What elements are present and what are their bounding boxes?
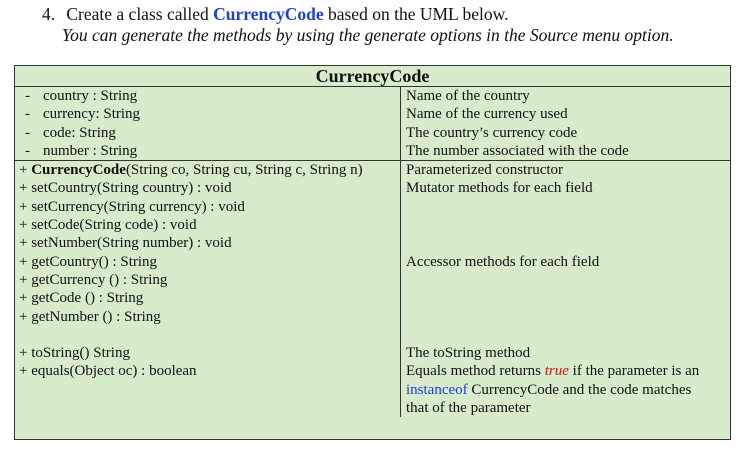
attribute-desc: The number associated with the code	[406, 142, 629, 159]
attribute-row	[19, 105, 400, 123]
attribute-text: country : String	[43, 88, 138, 104]
attribute-row	[19, 87, 400, 105]
equals-desc-text: Equals method returns	[406, 363, 545, 380]
equals-desc-line1	[406, 362, 730, 380]
spacer	[406, 198, 730, 216]
uml-class-title: CurrencyCode	[15, 66, 730, 87]
accessor-method: + getCountry() : String	[19, 253, 158, 270]
instruction-number: 4.	[42, 4, 56, 24]
tostring-desc: The toString method	[406, 345, 531, 362]
equals-desc-text: if the parameter is an	[568, 363, 700, 380]
constructor-signature	[19, 161, 400, 179]
methods-list	[15, 161, 401, 417]
uml-methods-section	[15, 161, 730, 417]
attributes-list	[15, 87, 401, 160]
attribute-row	[19, 142, 400, 160]
private-marker: -	[25, 106, 30, 123]
mutator-method: + setCode(String code) : void	[19, 217, 197, 234]
tostring-method: + toString() String	[19, 345, 130, 362]
mutator-method: + setNumber(String number) : void	[19, 235, 232, 252]
spacer	[406, 271, 730, 289]
equals-desc-line2	[406, 381, 730, 399]
instanceof-keyword: instanceof	[406, 381, 468, 398]
spacer	[19, 381, 400, 399]
private-marker: -	[25, 88, 30, 104]
attribute-desc: The country’s currency code	[406, 124, 578, 141]
attribute-text: code: String	[43, 124, 116, 141]
spacer	[19, 399, 400, 417]
mutator-method: + setCountry(String country) : void	[19, 180, 232, 197]
methods-descriptions	[401, 161, 730, 417]
attribute-desc: Name of the currency used	[406, 106, 568, 123]
uml-attributes-section	[15, 87, 730, 161]
spacer	[406, 326, 730, 344]
public-marker: +	[19, 162, 32, 179]
uml-class-diagram	[14, 65, 731, 440]
accessor-method: + getCurrency () : String	[19, 271, 168, 288]
accessor-method: + getNumber () : String	[19, 308, 161, 325]
instruction-class-name: CurrencyCode	[213, 4, 324, 24]
equals-desc-text: CurrencyCode and the code matches	[467, 381, 692, 398]
spacer	[406, 289, 730, 307]
constructor-name: CurrencyCode	[31, 162, 126, 179]
spacer	[406, 308, 730, 326]
instruction-hint: You can generate the methods by using the generate options in the Source menu option.	[62, 25, 674, 45]
equals-method: + equals(Object oc) : boolean	[19, 363, 197, 380]
spacer	[406, 216, 730, 234]
constructor-params: (String co, String cu, String c, String n)	[125, 162, 363, 179]
spacer	[19, 326, 400, 344]
attribute-desc: Name of the country	[406, 88, 530, 104]
spacer	[406, 234, 730, 252]
mutators-desc: Mutator methods for each field	[406, 180, 593, 197]
accessor-method: + getCode () : String	[19, 290, 144, 307]
constructor-desc: Parameterized constructor	[406, 162, 564, 179]
instruction-line	[42, 3, 508, 25]
mutator-method: + setCurrency(String currency) : void	[19, 198, 245, 215]
instruction-suffix: based on the UML below.	[323, 4, 509, 24]
attributes-descriptions	[401, 87, 730, 160]
instruction-prefix: Create a class called	[66, 4, 214, 24]
attribute-text: number : String	[43, 142, 138, 159]
private-marker: -	[25, 142, 30, 159]
attribute-text: currency: String	[43, 106, 141, 123]
accessors-desc: Accessor methods for each field	[406, 253, 600, 270]
attribute-row	[19, 124, 400, 142]
private-marker: -	[25, 124, 30, 141]
equals-desc-line3: that of the parameter	[406, 400, 531, 417]
true-keyword: true	[544, 363, 569, 380]
